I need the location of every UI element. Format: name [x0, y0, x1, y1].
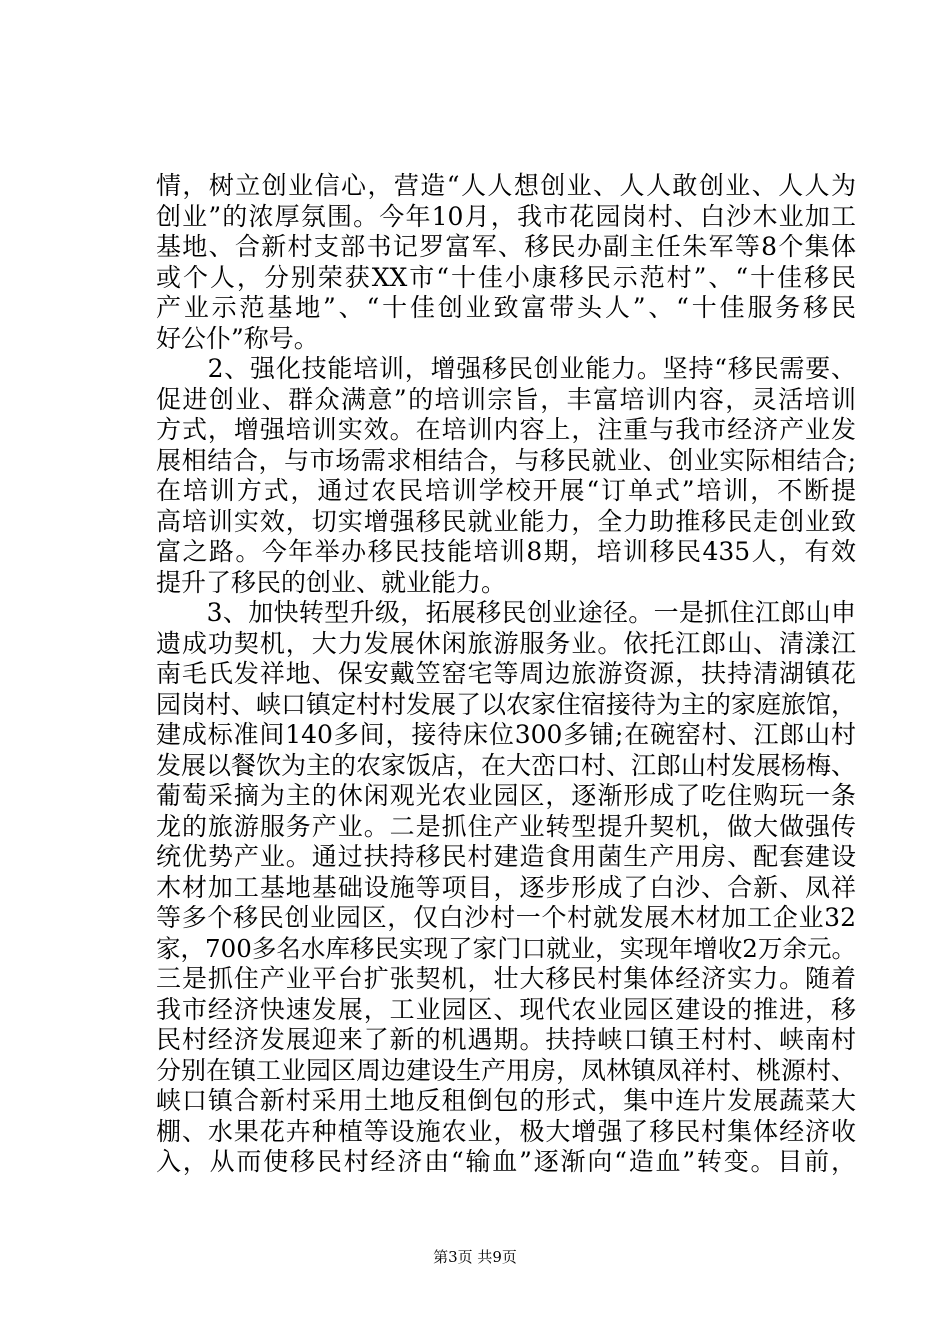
text-line: 好公仆”称号。: [156, 323, 319, 353]
text-line: 展相结合，与市场需求相结合，与移民就业、创业实际相结合;: [156, 445, 856, 475]
text-line: 峡口镇合新村采用土地反租倒包的形式，集中连片发展蔬菜大: [156, 1086, 856, 1115]
text-line: 产业示范基地”、“十佳创业致富带头人”、“十佳服务移民: [156, 293, 856, 322]
text-line: 民村经济发展迎来了新的机遇期。扶持峡口镇王村村、峡南村: [156, 1025, 856, 1054]
text-line: 园岗村、峡口镇定村村发展了以农家住宿接待为主的家庭旅馆，: [156, 689, 857, 719]
text-line: 分别在镇工业园区周边建设生产用房，凤林镇凤祥村、桃源村、: [156, 1055, 857, 1085]
text-line: 发展以餐饮为主的农家饭店，在大峦口村、江郎山村发展杨梅、: [156, 750, 857, 780]
text-line: 三是抓住产业平台扩张契机，壮大移民村集体经济实力。随着: [156, 964, 856, 993]
text-line: 方式，增强培训实效。在培训内容上，注重与我市经济产业发: [156, 415, 856, 444]
text-line: 或个人，分别荣获XX市“十佳小康移民示范村”、“十佳移民: [156, 262, 856, 292]
text-line: 入，从而使移民村经济由“输血”逐渐向“造血”转变。目前，: [156, 1147, 856, 1176]
text-line: 我市经济快速发展，工业园区、现代农业园区建设的推进，移: [156, 994, 856, 1024]
text-line: 2、强化技能培训，增强移民创业能力。坚持“移民需要、: [156, 354, 856, 383]
text-line: 建成标准间140多间，接待床位300多铺;在碗窑村、江郎山村: [156, 720, 856, 749]
page-footer: 第3页 共9页: [433, 1248, 517, 1266]
text-line: 3、加快转型升级，拓展移民创业途径。一是抓住江郎山申: [156, 598, 856, 627]
text-line: 南毛氏发祥地、保安戴笠窑宅等周边旅游资源，扶持清湖镇花: [156, 659, 856, 688]
text-line: 等多个移民创业园区，仅白沙村一个村就发展木材加工企业32: [156, 903, 856, 932]
text-line: 基地、合新村支部书记罗富军、移民办副主任朱军等8个集体: [156, 232, 856, 261]
body-text: [156, 171, 856, 1178]
text-line: 创业”的浓厚氛围。今年10月，我市花园岗村、白沙木业加工: [156, 201, 856, 231]
text-line: 高培训实效，切实增强移民就业能力，全力助推移民走创业致: [156, 506, 856, 536]
text-line: 家，700多名水库移民实现了家门口就业，实现年增收2万余元。: [156, 933, 856, 963]
text-line: 提升了移民的创业、就业能力。: [156, 567, 507, 597]
text-line: 情，树立创业信心，营造“人人想创业、人人敢创业、人人为: [156, 171, 856, 200]
text-line: 富之路。今年举办移民技能培训8期，培训移民435人，有效: [156, 537, 856, 566]
text-line: 在培训方式，通过农民培训学校开展“订单式”培训，不断提: [156, 476, 856, 505]
text-line: 遗成功契机，大力发展休闲旅游服务业。依托江郎山、清漾江: [156, 628, 856, 658]
text-line: 统优势产业。通过扶持移民村建造食用菌生产用房、配套建设: [156, 842, 856, 871]
text-line: 木材加工基地基础设施等项目，逐步形成了白沙、合新、凤祥: [156, 872, 856, 902]
text-line: 龙的旅游服务产业。二是抓住产业转型提升契机，做大做强传: [156, 811, 856, 841]
text-line: 葡萄采摘为主的休闲观光农业园区，逐渐形成了吃住购玩一条: [156, 781, 856, 810]
text-line: 促进创业、群众满意”的培训宗旨，丰富培训内容，灵活培训: [156, 384, 856, 414]
text-line: 棚、水果花卉种植等设施农业，极大增强了移民村集体经济收: [156, 1116, 856, 1146]
